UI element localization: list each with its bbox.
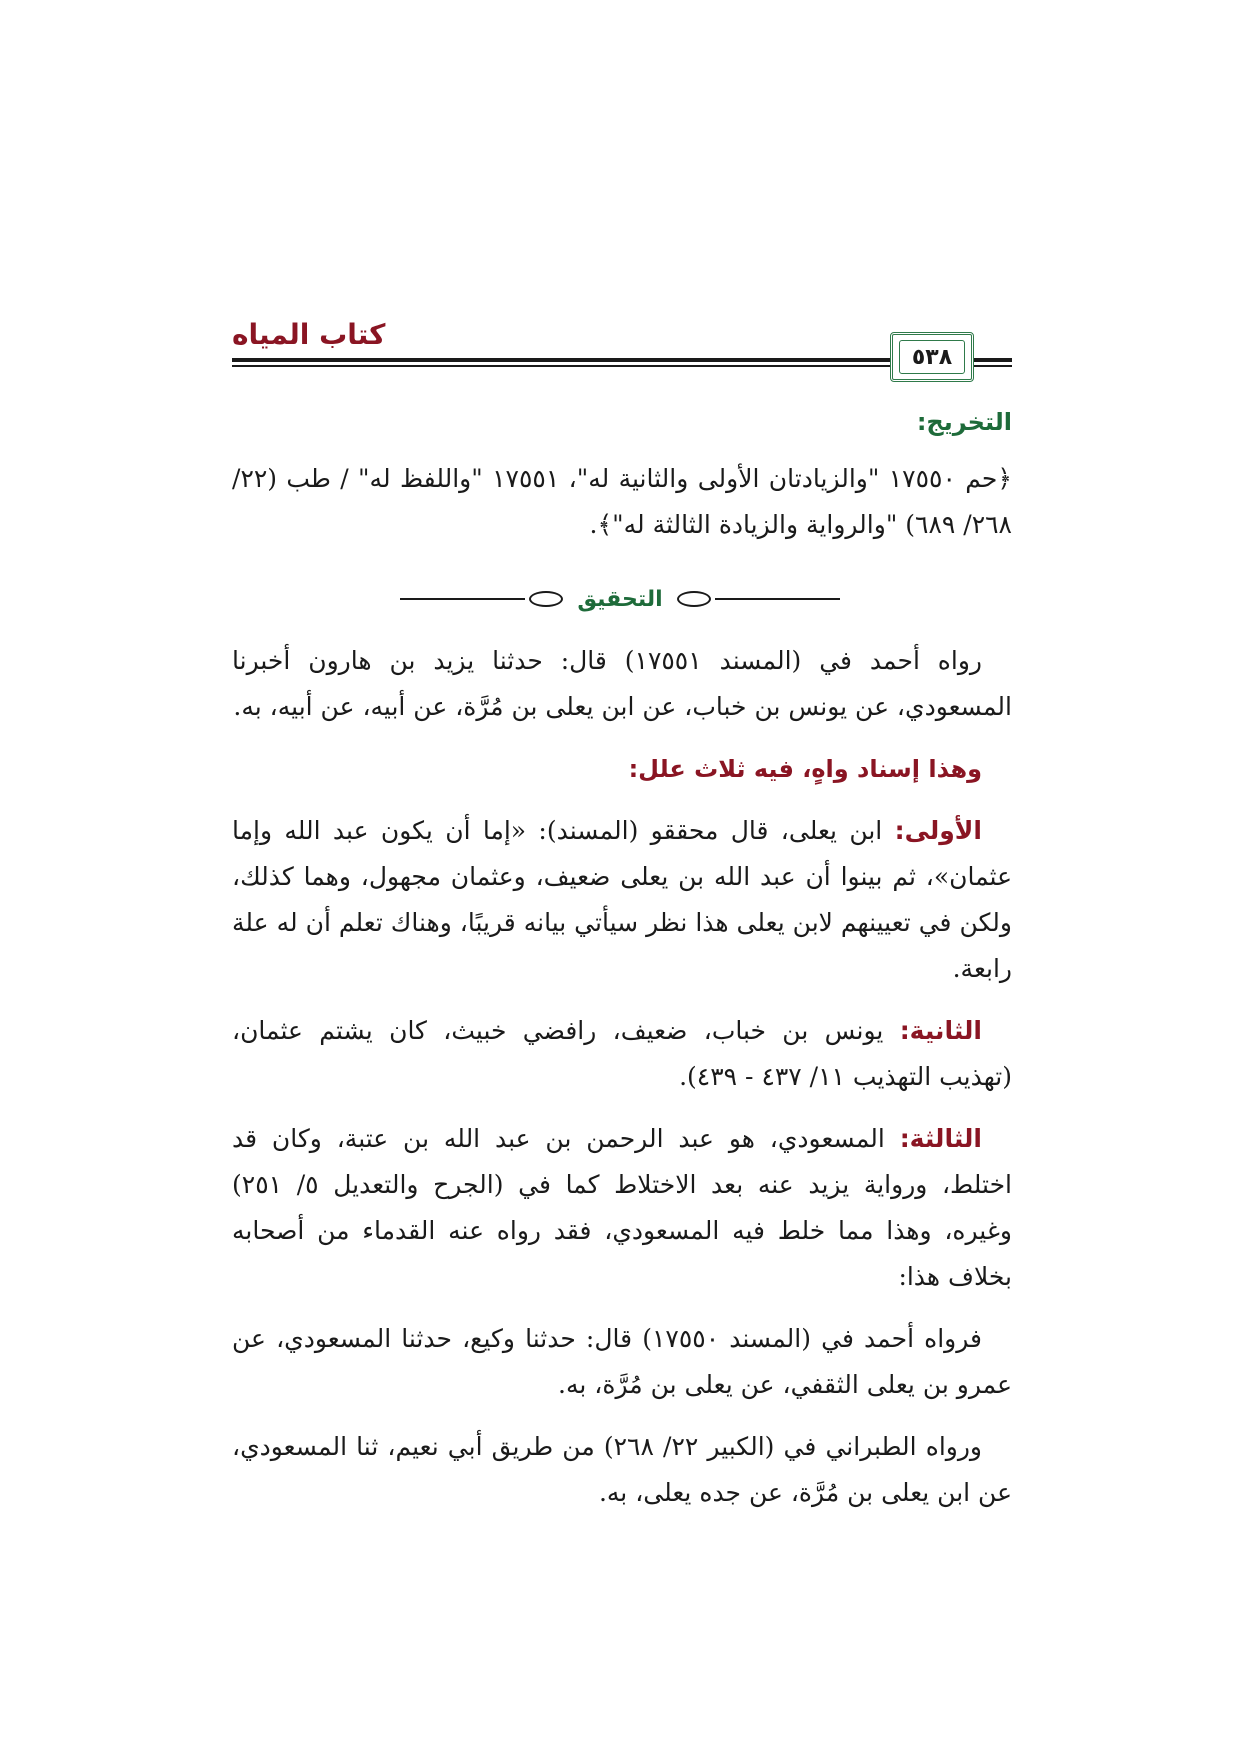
page-number: ٥٣٨	[899, 340, 965, 374]
page-header	[232, 300, 1012, 390]
takhrij-label: التخريج:	[916, 408, 1012, 436]
divider-ornament-left-icon	[529, 591, 563, 607]
paragraph-5	[232, 1116, 1012, 1300]
paragraph-1: رواه أحمد في (المسند ١٧٥٥١) قال: حدثنا يزيد بن هارون أخبرنا المسعودي، عن يونس بن خباب، عن ابن يعلى بن مُرَّة، عن أبيه، عن أبيه، به.	[232, 646, 1012, 721]
paragraph-5-lead: الثالثة:	[899, 1124, 982, 1153]
paragraph-2-heading: وهذا إسناد واهٍ، فيه ثلاث علل:	[628, 755, 982, 783]
paragraph-5-text: المسعودي، هو عبد الرحمن بن عبد الله بن عتبة، وكان قد اختلط، ورواية يزيد عنه بعد الاختلاط كما في (الجرح والتعديل ٥/ ٢٥١) وغيره، وهذا مما خلط فيه المسعودي، فقد رواه عنه القدماء من أصحابه بخلاف هذا:	[232, 1124, 1012, 1291]
paragraph-3-text: ابن يعلى، قال محققو (المسند): «إما أن يكون عبد الله وإما عثمان»، ثم بينوا أن عبد الله بن يعلى ضعيف، وعثمان مجهول، وهما كذلك، ولكن في تعيينهم لابن يعلى هذا نظر سيأتي بيانه قريبًا، وهناك تعلم أن له علة رابعة.	[232, 816, 1012, 983]
paragraph-3-lead: الأولى:	[894, 816, 982, 845]
paragraph-4-lead: الثانية:	[899, 1016, 982, 1045]
divider-line-right	[715, 598, 840, 600]
paragraph-3	[232, 808, 1012, 992]
paragraph-6: فرواه أحمد في (المسند ١٧٥٥٠) قال: حدثنا وكيع، حدثنا المسعودي، عن عمرو بن يعلى الثقفي، عن يعلى بن مُرَّة، به.	[232, 1324, 1012, 1399]
divider-title: التحقيق	[577, 586, 663, 612]
paragraph-4	[232, 1008, 1012, 1100]
page-number-badge	[890, 332, 974, 382]
paragraph-7: ورواه الطبراني في (الكبير ٢٢/ ٢٦٨) من طريق أبي نعيم، ثنا المسعودي، عن ابن يعلى بن مُرَّة، عن جده يعلى، به.	[232, 1432, 1012, 1507]
paragraph-4-text: يونس بن خباب، ضعيف، رافضي خبيث، كان يشتم عثمان، (تهذيب التهذيب ١١/ ٤٣٧ - ٤٣٩).	[232, 1016, 1012, 1091]
divider-ornament-right-icon	[677, 591, 711, 607]
divider-line-left	[400, 598, 525, 600]
book-title: كتاب المياه	[232, 318, 386, 351]
takhrij-section	[232, 456, 1012, 564]
main-text	[232, 638, 1012, 1532]
takhrij-text: ﴿حم ١٧٥٥٠ "والزيادتان الأولى والثانية له"، ١٧٥٥١ "واللفظ له" / طب (٢٢/ ٢٦٨/ ٦٨٩) "والرواية والزيادة الثالثة له"﴾.	[232, 464, 1013, 539]
section-divider	[400, 584, 840, 614]
